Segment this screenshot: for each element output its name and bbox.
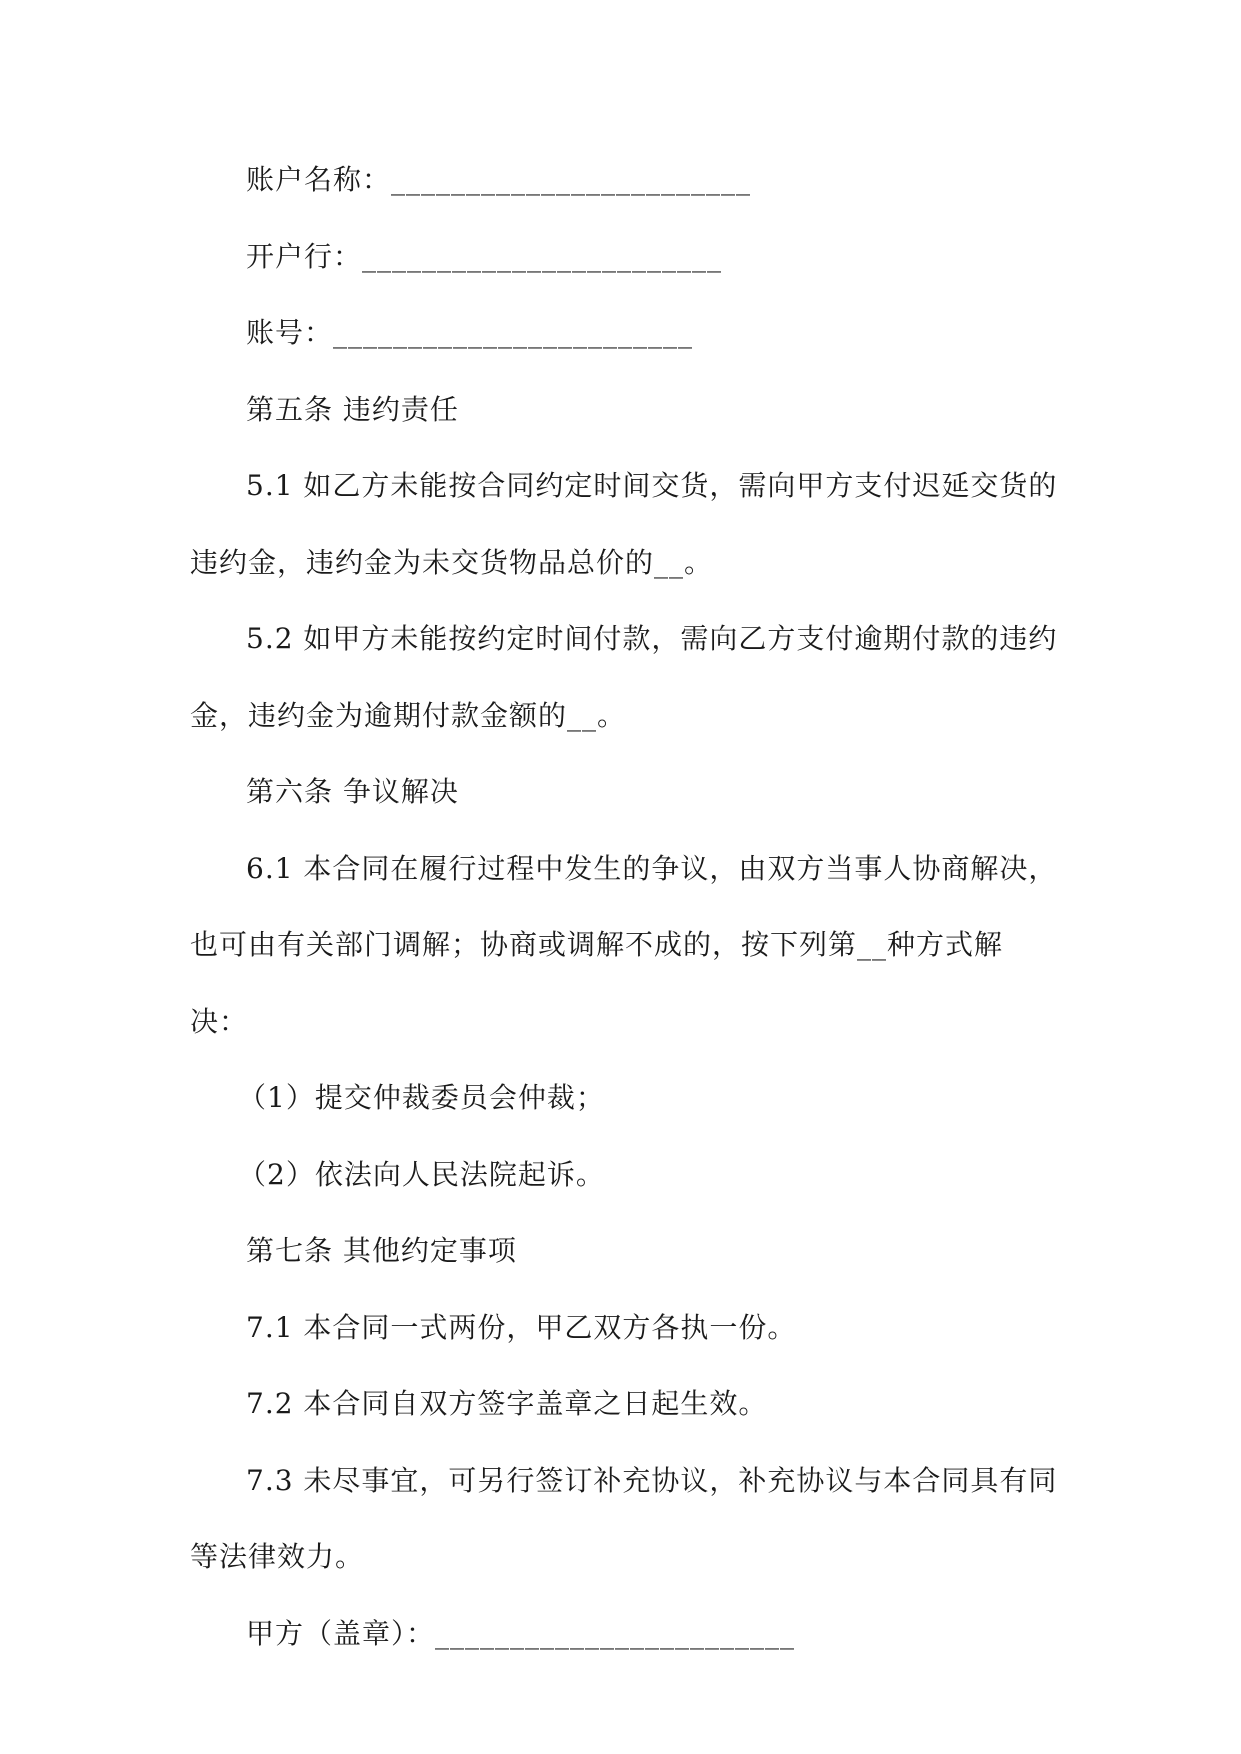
account-number-line: 账号：________________________ — [246, 316, 694, 349]
article-5-heading: 第五条 违约责任 — [246, 392, 459, 426]
bank-line: 开户行：________________________ — [246, 239, 723, 273]
clause-7-1: 7.1 本合同一式两份，甲乙双方各执一份。 — [246, 1310, 797, 1344]
option-2: （2）依法向人民法院起诉。 — [238, 1157, 605, 1191]
account-name-line: 账户名称：________________________ — [246, 163, 752, 196]
clause-5-1: 5.1 如乙方未能按合同约定时间交货，需向甲方支付迟延交货的违约金，违约金为未交货物品总价的__。 — [190, 469, 1058, 579]
clause-5-2: 5.2 如甲方未能按约定时间付款，需向乙方支付逾期付款的违约金，违约金为逾期付款金额的__。 — [190, 622, 1058, 732]
clause-7-3: 7.3 未尽事宜，可另行签订补充协议，补充协议与本合同具有同等法律效力。 — [190, 1463, 1058, 1573]
article-7-heading: 第七条 其他约定事项 — [246, 1234, 517, 1267]
option-1: （1）提交仲裁委员会仲裁； — [238, 1081, 605, 1114]
clause-7-2: 7.2 本合同自双方签字盖章之日起生效。 — [246, 1387, 768, 1420]
article-6-heading: 第六条 争议解决 — [246, 775, 459, 808]
document-body — [190, 142, 1058, 1672]
clause-6-1: 6.1 本合同在履行过程中发生的争议，由双方当事人协商解决，也可由有关部门调解；协商或调解不成的，按下列第__种方式解决： — [190, 851, 1058, 1038]
party-a-seal-line: 甲方（盖章）：________________________ — [246, 1616, 796, 1650]
